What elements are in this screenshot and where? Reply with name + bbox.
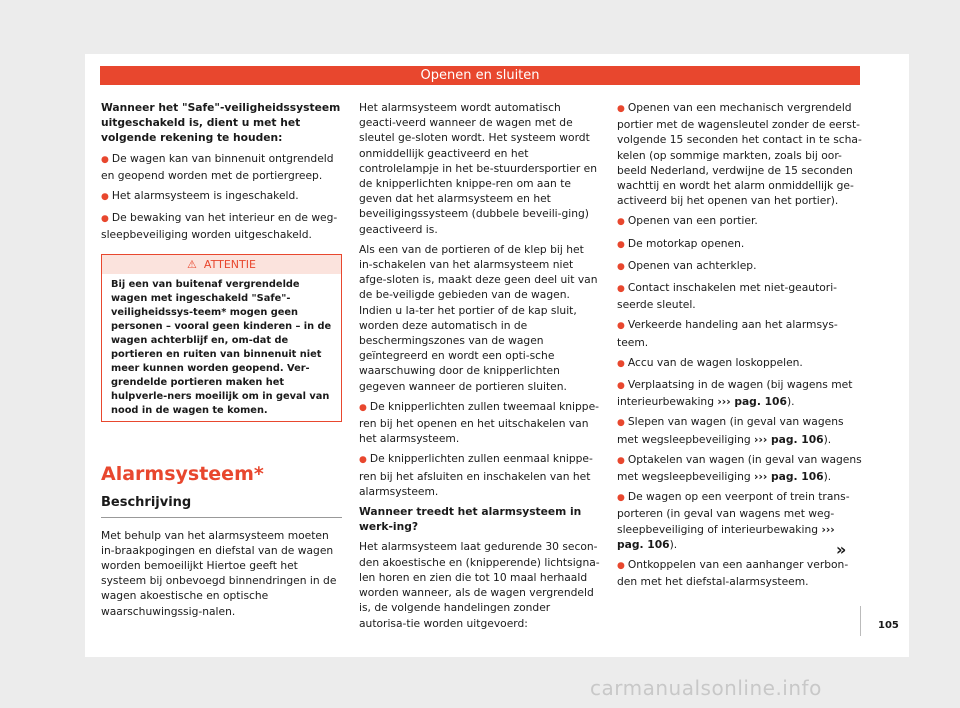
- subsection-title: Beschrijving: [101, 494, 342, 518]
- column-1: [101, 100, 342, 624]
- bullet-icon: ●: [617, 261, 625, 272]
- bullet-icon: ●: [101, 214, 109, 225]
- bullet-icon: ●: [617, 418, 625, 429]
- bullet-icon: ●: [101, 154, 109, 165]
- page-reference-link[interactable]: ››› pag. 106: [754, 470, 824, 484]
- warning-box: [101, 254, 342, 422]
- list-item: ● Contact inschakelen met niet-geautori-seerde sleutel.: [617, 281, 838, 312]
- divider: [860, 606, 861, 636]
- paragraph: Het alarmsysteem wordt automatisch geacti-veerd wanneer de wagen met de sleutel ge-sloten wordt. Het systeem wordt onmiddellijk geactiveerd en het controlelampje in het be-stuurdersportier en de knipperlichten knippe-ren om aan te geven dat het alarmsysteem en het beveiligingssysteem (dubbele beveili-ging) geactiveerd is.: [359, 101, 597, 236]
- list-item: ● Openen van een portier.: [617, 214, 758, 228]
- warning-triangle-icon: ⚠: [187, 257, 197, 271]
- page-reference-link[interactable]: ››› pag. 106: [717, 395, 787, 409]
- list-item: ● Verkeerde handeling aan het alarmsys-teem.: [617, 318, 838, 349]
- bullet-icon: ●: [617, 455, 625, 466]
- paragraph: Het alarmsysteem laat gedurende 30 secon-den akoestische en (knipperende) lichtsigna-len horen en zien die tot 10 maal herhaald worden wanneer, als de wagen vergrendeld is, de volgende handelingen zonder autorisa-tie worden uitgevoerd:: [359, 540, 600, 630]
- list-item: ● Optakelen van wagen (in geval van wagens met wegsleepbeveiliging ››› pag. 106).: [617, 452, 862, 484]
- warning-text: Bij een van buitenaf vergrendelde wagen met ingeschakeld "Safe"-veiligheidssys-teem* mogen geen personen – vooral geen kinderen – in de wagen achterblijf en, om-dat de portieren en ruiten van binnenuit niet meer kunnen worden geopend. Ver-grendelde portieren maken het hulpverle-ners moeilijk om in geval van nood in de wagen te komen.: [111, 278, 332, 416]
- bullet-icon: ●: [617, 284, 625, 295]
- page-header: Openen en sluiten: [100, 66, 860, 85]
- list-item: ● Openen van achterklep.: [617, 258, 757, 272]
- list-item: ● Slepen van wagen (in geval van wagens met wegsleepbeveiliging ››› pag. 106).: [617, 415, 844, 446]
- page-number: 105: [878, 620, 899, 631]
- list-item: ● Ontkoppelen van een aanhanger verbon-den met het diefstal-alarmsysteem.: [617, 558, 849, 589]
- bullet-icon: ●: [617, 321, 625, 332]
- continue-arrow-icon: »: [836, 540, 847, 559]
- section-title: Alarmsysteem*: [101, 462, 264, 485]
- paragraph: Als een van de portieren of de klep bij het in-schakelen van het alarmsysteem niet afge-sloten is, maakt deze geen deel uit van de be-veiligde gebieden van de wagen. Indien u la-ter het portier of de kap sluit, worden deze automatisch in de beschermingszones van de wagen geïntegreerd en wordt een opti-sche waarschuwing door de knipperlichten gegeven wanneer de portieren sluiten.: [359, 242, 598, 393]
- column-2: [359, 100, 600, 636]
- list-item: ● Accu van de wagen loskoppelen.: [617, 355, 803, 369]
- bullet-icon: ●: [617, 493, 625, 504]
- bullet-icon: ●: [359, 402, 367, 413]
- bullet-icon: ●: [617, 239, 625, 250]
- list-item: ● Het alarmsysteem is ingeschakeld.: [101, 189, 299, 203]
- bullet-icon: ●: [617, 381, 625, 392]
- list-item: ● De wagen op een veerpont of trein trans-porteren (in geval van wagens met weg-sleepbeveiliging of interieurbewaking ››› pag. 106).: [617, 490, 850, 551]
- list-item: ● De bewaking van het interieur en de weg-sleepbeveiliging worden uitgeschakeld.: [101, 211, 338, 242]
- page-reference-link[interactable]: ››› pag. 106: [754, 432, 824, 446]
- description-text: Met behulp van het alarmsysteem moeten in-braakpogingen en diefstal van de wagen worden bemoeilijkt Hiertoe geeft het systeem bij onbevoegd binnendringen in de wagen akoestische en optische waarschuwingssig-nalen.: [101, 528, 337, 618]
- list-item: ● De knipperlichten zullen tweemaal knippe-ren bij het openen en het uitschakelen van het alarmsysteem.: [359, 399, 600, 446]
- list-item: ● De motorkap openen.: [617, 236, 745, 250]
- warning-title: ⚠ ATTENTIE: [102, 255, 341, 274]
- bullet-icon: ●: [101, 192, 109, 203]
- intro-text: Wanneer het "Safe"-veiligheidssysteem uitgeschakeld is, dient u met het volgende rekening te houden:: [101, 101, 341, 145]
- watermark: carmanualsonline.info: [590, 676, 822, 700]
- bullet-icon: ●: [617, 561, 625, 572]
- bullet-icon: ●: [359, 455, 367, 466]
- list-item: ● De wagen kan van binnenuit ontgrendeld en geopend worden met de portiergreep.: [101, 151, 334, 182]
- list-item: ● De knipperlichten zullen eenmaal knippe-ren bij het afsluiten en inschakelen van het alarmsysteem.: [359, 452, 593, 498]
- page-reference-link[interactable]: ››› pag. 106: [617, 522, 835, 551]
- bullet-icon: ●: [617, 358, 625, 369]
- column-3: [617, 100, 862, 594]
- list-item: ● Openen van een mechanisch vergrendeld portier met de wagensleutel zonder de eerst-volgende 15 seconden het contact in te scha-kelen (op sommige markten, zoals bij oor-beeld Nederland, verdwijne de 15 seconden wachttij en wordt het alarm onmiddellijk ge-activeerd bij het openen van het portier).: [617, 101, 862, 208]
- question-heading: Wanneer treedt het alarmsysteem in werk-ing?: [359, 505, 582, 534]
- list-item: ● Verplaatsing in de wagen (bij wagens met interieurbewaking ››› pag. 106).: [617, 378, 853, 409]
- bullet-icon: ●: [617, 217, 625, 228]
- bullet-icon: ●: [617, 104, 625, 114]
